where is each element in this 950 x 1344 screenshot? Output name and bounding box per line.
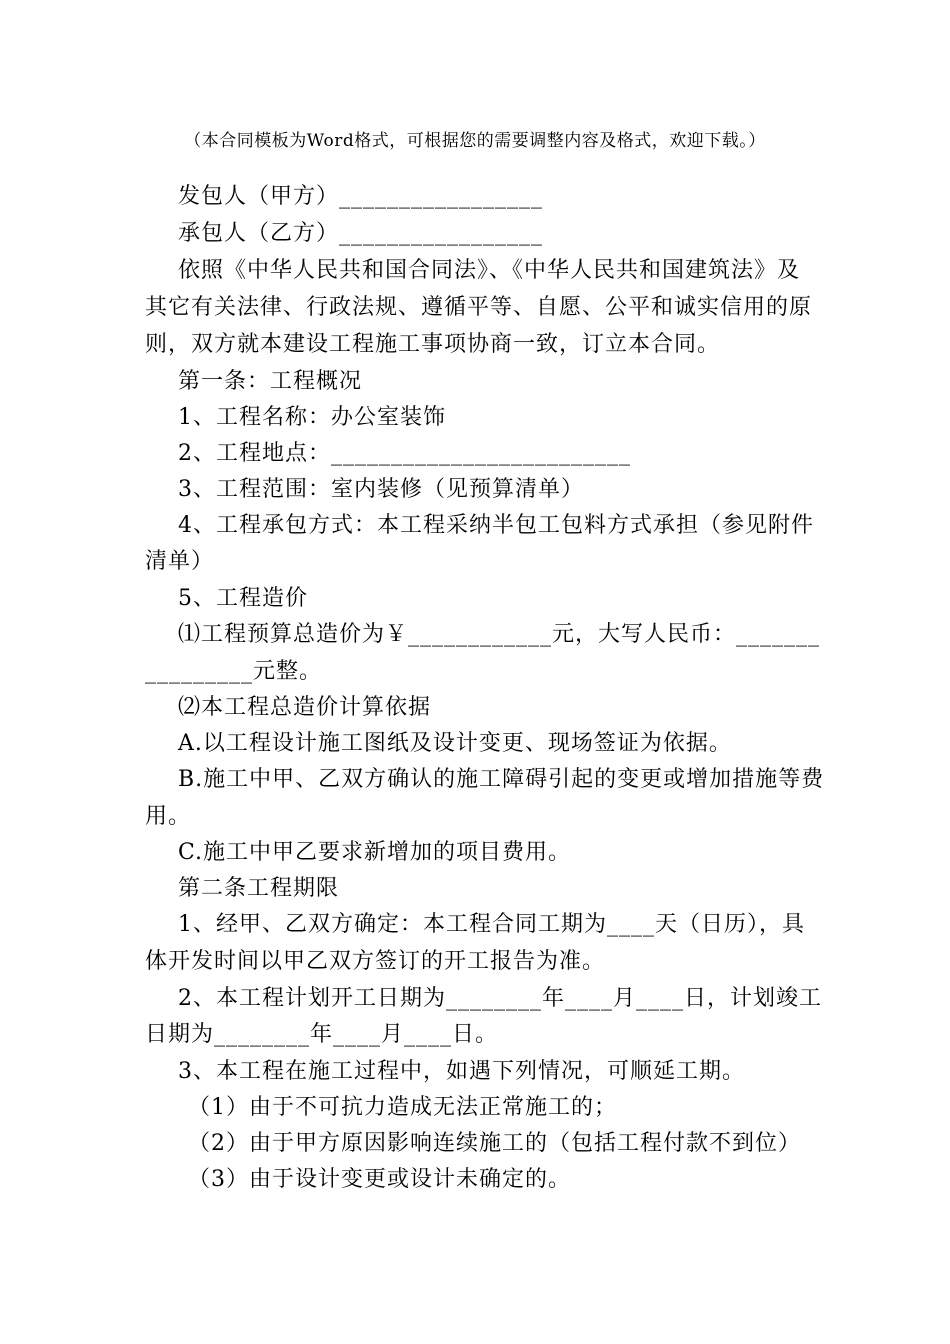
duration-line-1: 1、经甲、乙双方确定：本工程合同工期为____天（日历），具 bbox=[178, 912, 805, 937]
extension-item-2: （2）由于甲方原因影响连续施工的（包括工程付款不到位） bbox=[188, 1131, 801, 1156]
project-scope-line: 3、工程范围：室内装修（见预算清单） bbox=[178, 477, 584, 502]
article-one-heading: 第一条：工程概况 bbox=[178, 369, 363, 394]
contract-method-line-2: 清单） bbox=[145, 549, 215, 574]
cost-basis-b-line-1: B.施工中甲、乙双方确认的施工障碍引起的变更或增加措施等费 bbox=[178, 767, 825, 792]
contract-method-line-1: 4、工程承包方式：本工程采纳半包工包料方式承担（参见附件 bbox=[178, 513, 814, 538]
preamble-line-2: 其它有关法律、行政法规、遵循平等、自愿、公平和诚实信用的原 bbox=[145, 295, 813, 320]
duration-line-2: 体开发时间以甲乙双方签订的开工报告为准。 bbox=[145, 949, 606, 974]
template-note: （本合同模板为Word格式，可根据您的需要调整内容及格式，欢迎下载。） bbox=[184, 131, 766, 151]
project-name-line: 1、工程名称：办公室装饰 bbox=[178, 405, 446, 430]
budget-price-line-2: _________元整。 bbox=[145, 659, 323, 684]
party-a-line: 发包人（甲方）_________________ bbox=[178, 184, 544, 209]
cost-basis-a: A.以工程设计施工图纸及设计变更、现场签证为依据。 bbox=[178, 731, 732, 756]
preamble-line-1: 依照《中华人民共和国合同法》、《中华人民共和国建筑法》及 bbox=[178, 258, 801, 283]
cost-basis-b-line-2: 用。 bbox=[145, 804, 192, 829]
party-b-line: 承包人（乙方）_________________ bbox=[178, 221, 544, 246]
cost-heading: 5、工程造价 bbox=[178, 586, 308, 611]
cost-basis-c: C.施工中甲乙要求新增加的项目费用。 bbox=[178, 840, 572, 865]
preamble-line-3: 则，双方就本建设工程施工事项协商一致，订立本合同。 bbox=[145, 332, 721, 357]
budget-price-line-1: ⑴工程预算总造价为￥____________元，大写人民币：_______ bbox=[178, 622, 821, 647]
schedule-line-1: 2、本工程计划开工日期为________年____月____日，计划竣工 bbox=[178, 986, 822, 1011]
article-two-heading: 第二条工程期限 bbox=[178, 876, 340, 901]
cost-basis-heading: ⑵本工程总造价计算依据 bbox=[178, 695, 432, 720]
project-location-line: 2、工程地点：_________________________ bbox=[178, 441, 631, 466]
extension-item-1: （1）由于不可抗力造成无法正常施工的； bbox=[188, 1095, 617, 1120]
extension-heading: 3、本工程在施工过程中，如遇下列情况，可顺延工期。 bbox=[178, 1059, 745, 1084]
extension-item-3: （3）由于设计变更或设计未确定的。 bbox=[188, 1167, 571, 1192]
schedule-line-2: 日期为________年____月____日。 bbox=[145, 1022, 499, 1047]
